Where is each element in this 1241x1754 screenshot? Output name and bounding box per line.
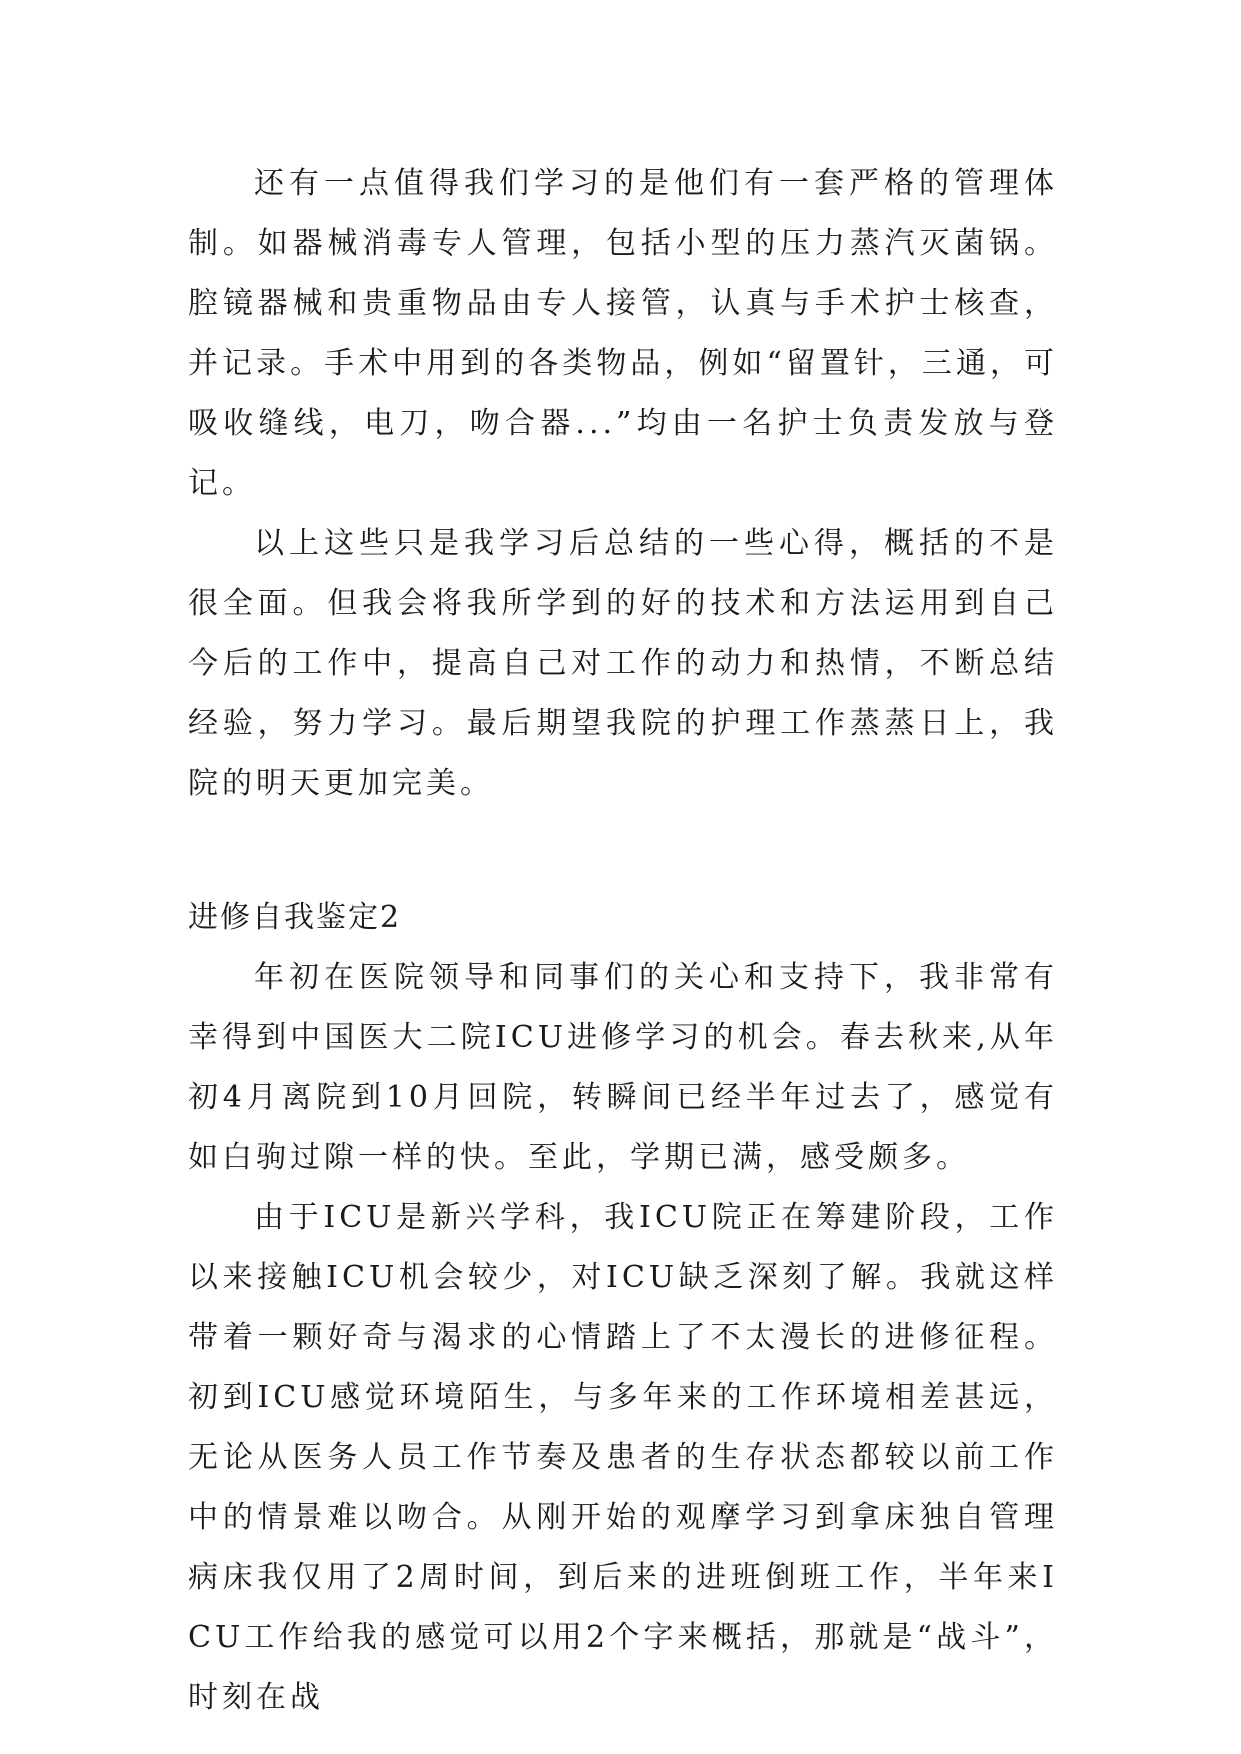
section-title: 进修自我鉴定2: [188, 900, 402, 935]
paragraph-icu-opportunity: 年初在医院领导和同事们的关心和支持下，我非常有幸得到中国医大二院ICU进修学习的机会。春去秋来,从年初4月离院到10月回院，转瞬间已经半年过去了，感觉有如白驹过隙一样的快。至此，学期已满，感受颇多。: [188, 960, 1058, 1175]
paragraph-management-system: 还有一点值得我们学习的是他们有一套严格的管理体制。如器械消毒专人管理，包括小型的压力蒸汽灭菌锅。腔镜器械和贵重物品由专人接管，认真与手术护士核查，并记录。手术中用到的各类物品，例如“留置针，三通，可吸收缝线，电刀，吻合器...”均由一名护士负责发放与登记。: [188, 166, 1058, 501]
paragraph-icu-experience: 由于ICU是新兴学科，我ICU院正在筹建阶段，工作以来接触ICU机会较少，对ICU缺乏深刻了解。我就这样带着一颗好奇与渴求的心情踏上了不太漫长的进修征程。初到ICU感觉环境陌生，与多年来的工作环境相差甚远，无论从医务人员工作节奏及患者的生存状态都较以前工作中的情景难以吻合。从刚开始的观摩学习到拿床独自管理病床我仅用了2周时间，到后来的进班倒班工作，半年来ICU工作给我的感觉可以用2个字来概括，那就是“战斗”，时刻在战: [188, 1200, 1058, 1715]
paragraph-summary-conclusion: 以上这些只是我学习后总结的一些心得，概括的不是很全面。但我会将我所学到的好的技术和方法运用到自己今后的工作中，提高自己对工作的动力和热情，不断总结经验，努力学习。最后期望我院的护理工作蒸蒸日上，我院的明天更加完美。: [188, 526, 1058, 801]
document-body: [188, 154, 1058, 1728]
